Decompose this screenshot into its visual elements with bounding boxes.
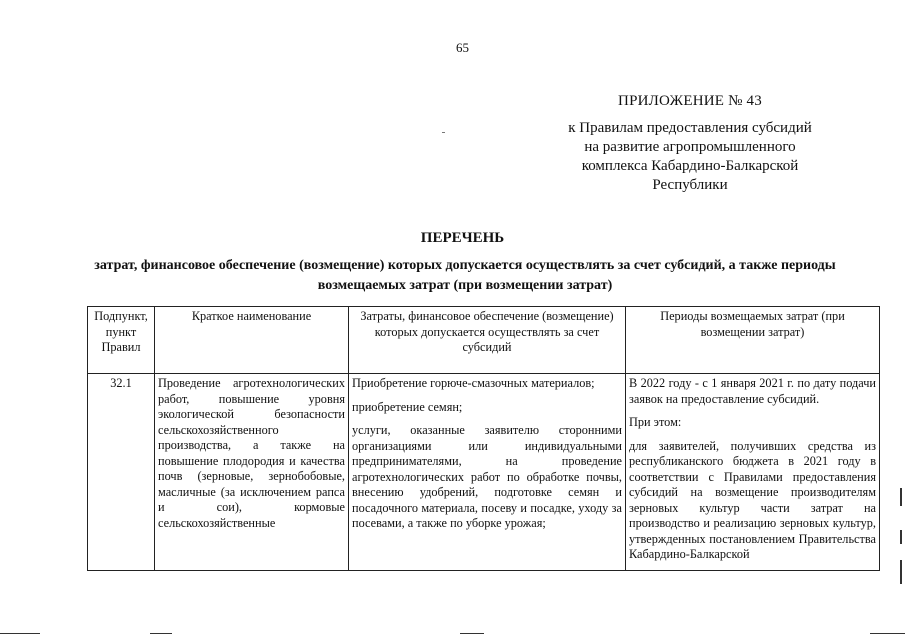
scan-artifact [0,633,40,634]
period-item: для заявителей, получивших средства из республиканского бюджета в 2021 году в соответствии с Правилами предоставления субсидий на возмещение производителям зерновых культур части затрат на производство и реализацию зерновых культур, утвержденных постановлением Правительства Кабардино-Балкарской [629,438,876,561]
cell-costs [349,374,626,571]
cost-item: услуги, оказанные заявителю сторонними организациями или индивидуальными предпринимателями, на проведение агротехнологических работ по обработке почвы, внесению удобрений, подготовке семян и посадочного материала, посеву и посадке, уходу за посевами, а также по уборке урожая; [352,423,622,530]
appendix-line: к Правилам предоставления субсидий [568,120,812,136]
costs-table [87,306,880,571]
period-item: В 2022 году - с 1 января 2021 г. по дату подачи заявок на предоставление субсидий. [629,376,876,406]
page-number: 65 [456,40,469,55]
header-name: Краткое наименование [155,307,349,374]
header-costs: Затраты, финансовое обеспечение (возмещение) которых допускается осуществлять за счет субсидий [349,307,626,374]
cost-item: приобретение семян; [352,399,463,414]
cell-item: 32.1 [88,374,155,571]
table-header-row [88,307,880,374]
scan-artifact [870,633,905,634]
appendix-line: комплекса Кабардино-Балкарской [581,158,799,174]
scan-artifact [460,633,484,634]
header-periods: Периоды возмещаемых затрат (при возмещении затрат) [626,307,880,374]
document-subheading: затрат, финансовое обеспечение (возмещение) которых допускается осуществлять за счет субсидий, а также периоды возмещаемых затрат (при возмещении затрат) [94,258,836,293]
appendix-block [560,92,820,195]
cell-name [155,374,349,571]
appendix-title: ПРИЛОЖЕНИЕ № 43 [618,93,762,109]
period-item: При этом: [629,415,682,429]
appendix-line: Республики [652,177,728,193]
scan-artifact [442,132,445,133]
cost-item: Приобретение горюче-смазочных материалов; [352,376,595,390]
cell-periods [626,374,880,571]
scan-artifact [150,633,172,634]
appendix-line: на развитие агропромышленного [584,139,796,155]
document-heading: ПЕРЕЧЕНЬ [420,230,505,246]
scan-artifact [900,560,902,584]
table-row [88,374,880,571]
scan-artifact [900,530,902,544]
name-text: Проведение агротехнологических работ, повышение уровня экологической безопасности сельскохозяйственного производства, а также на повышение плодородия и качества почв (зерновые, зернобобовые, масличные (за исключением рапса и сои), кормовые сельскохозяйственные [158,376,345,530]
header-item: Подпункт, пункт Правил [88,307,155,374]
scan-artifact [900,488,902,506]
